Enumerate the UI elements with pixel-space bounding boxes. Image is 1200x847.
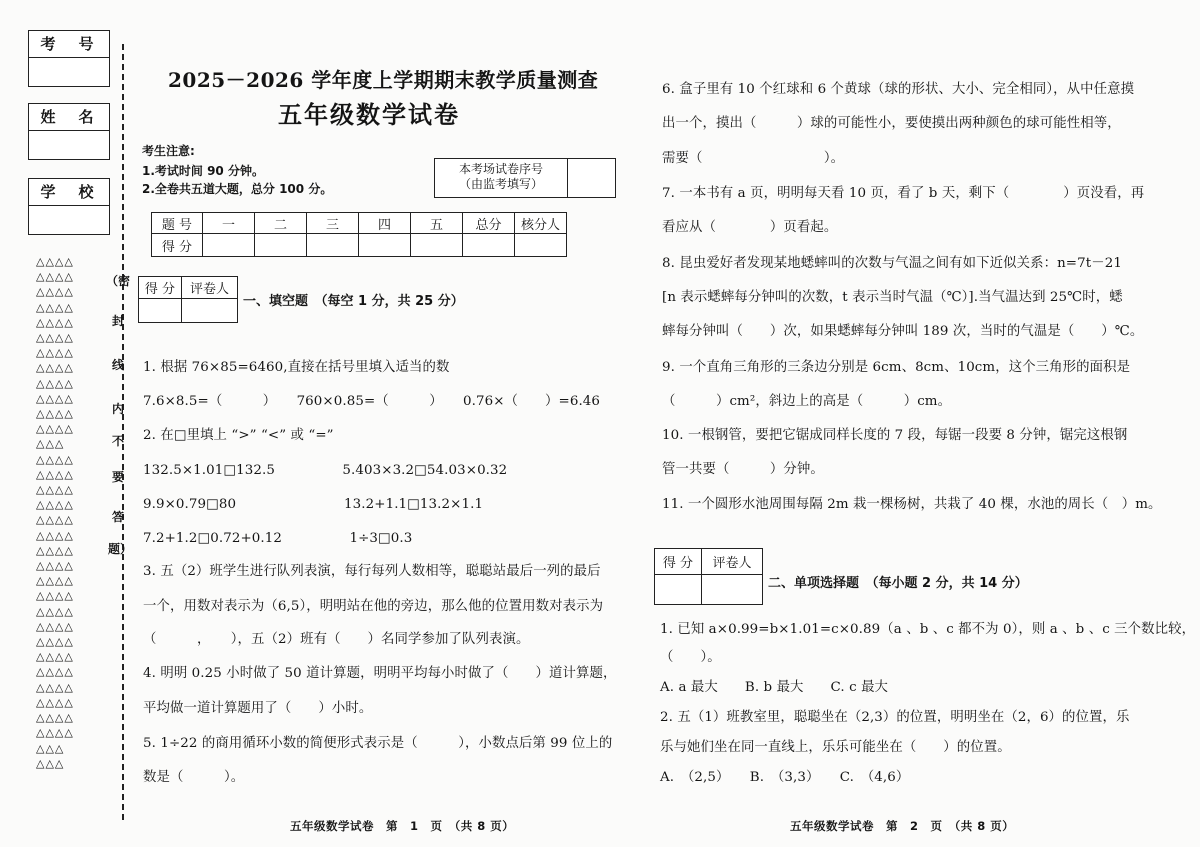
name-field[interactable]	[29, 131, 109, 159]
page-footer-right: 五年级数学试卷 第 2 页 （共 8 页）	[790, 819, 1015, 833]
question-line: 9. 一个直角三角形的三条边分别是 6cm、8cm、10cm，这个三角形的面积是	[662, 360, 1131, 375]
seat-sequence-box	[434, 158, 616, 198]
question-line: 乐与她们坐在同一直线上，乐乐可能坐在（ ）的位置。	[660, 740, 1011, 755]
question-line: 9.9×0.79□80 13.2+1.1□13.2×1.1	[143, 497, 484, 512]
school-label: 学 校	[29, 179, 109, 206]
question-line: 2. 在□里填上 “>” “<” 或 “=”	[143, 428, 334, 443]
score-cell[interactable]	[255, 234, 307, 257]
exam-number-label: 考 号	[29, 31, 109, 58]
seal-char: 封	[112, 314, 125, 328]
notice-line: 1.考试时间 90 分钟。	[142, 164, 264, 178]
school-field[interactable]	[29, 206, 109, 234]
question-line: 11. 一个圆形水池周围每隔 2m 栽一棵杨树，共栽了 40 棵，水池的周长（ ）m。	[662, 497, 1162, 512]
exam-number-field[interactable]	[29, 58, 109, 86]
question-line: （ ）。	[660, 650, 721, 665]
triangle-border: △△△△ △△△△ △△△△ △△△△ △△△△ △△△△ △△△△ △△△△ △△△△ △△△△ △△△△ △△△△ △△△ △△△△ △△△△ △△△△ △△△△ △△△△ △△△△ △△△△ △△△△ △△△△ △△△△ △△△△ △△△△ △△△△ △△△△ △△△△ △△△△ △△△△ △△△△ △△△△ △△△ △△△	[36, 255, 74, 770]
seal-char: 线	[112, 358, 125, 372]
school-box	[28, 178, 110, 235]
grader-label: 评卷人	[182, 277, 238, 299]
score-cell[interactable]	[515, 234, 567, 257]
seal-char: 答	[112, 510, 125, 524]
section1-title: 一、填空题 （每空 1 分，共 25 分）	[243, 294, 464, 309]
seal-char: 题）	[108, 542, 133, 556]
exam-number-box	[28, 30, 110, 87]
question-line: 6. 盒子里有 10 个红球和 6 个黄球（球的形状、大小、完全相同），从中任意摸	[662, 82, 1135, 97]
question-line: 3. 五（2）班学生进行队列表演，每行每列人数相等，聪聪站最后一列的最后	[143, 564, 601, 579]
score-header: 四	[359, 213, 411, 234]
notice-heading: 考生注意:	[142, 144, 195, 158]
seal-char: （密	[106, 274, 131, 288]
grader-label: 评卷人	[702, 549, 763, 575]
question-line: 7.6×8.5=（ ） 760×0.85=（ ） 0.76×（ ）=6.46	[143, 394, 601, 409]
question-line: （ ， ），五（2）班有（ ）名同学参加了队列表演。	[143, 632, 530, 647]
section2-grader-box	[654, 548, 763, 605]
seal-char: 要	[112, 470, 125, 484]
score-header: 总分	[463, 213, 515, 234]
question-line: [n 表示蟋蟀每分钟叫的次数，t 表示当时气温（℃）].当气温达到 25℃时，蟋	[662, 290, 1123, 305]
question-line: 数是（ ）。	[143, 770, 245, 785]
score-header: 核分人	[515, 213, 567, 234]
score-header: 二	[255, 213, 307, 234]
exam-title-line1: 2025－2026 学年度上学期期末教学质量测查	[168, 68, 599, 92]
question-line: 看应从（ ）页看起。	[662, 220, 838, 235]
seal-char: 不	[112, 434, 125, 448]
question-line: 出一个，摸出（ ）球的可能性小，要使摸出两种颜色的球可能性相等，	[662, 116, 1121, 131]
question-line: A. （2,5） B. （3,3） C. （4,6）	[660, 770, 910, 785]
section2-title: 二、单项选择题 （每小题 2 分，共 14 分）	[768, 576, 1028, 591]
question-line: 5. 1÷22 的商用循环小数的简便形式表示是（ ），小数点后第 99 位上的	[143, 736, 613, 751]
section1-grader-box	[138, 276, 238, 323]
score-header: 一	[203, 213, 255, 234]
seq-label: 本考场试卷序号	[458, 162, 543, 176]
grader-field[interactable]	[182, 299, 238, 323]
question-line: 7. 一本书有 a 页，明明每天看 10 页，看了 b 天，剩下（ ）页没看，再	[662, 186, 1145, 201]
question-line: 一个，用数对表示为（6,5），明明站在他的旁边，那么他的位置用数对表示为	[143, 599, 604, 614]
question-line: 1. 已知 a×0.99=b×1.01=c×0.89（a 、b 、c 都不为 0），则 a 、b 、c 三个数比较，	[660, 622, 1196, 637]
question-line: 2. 五（1）班教室里，聪聪坐在（2,3）的位置，明明坐在（2，6）的位置，乐	[660, 710, 1130, 725]
exam-title-line2: 五年级数学试卷	[278, 100, 460, 129]
score-cell[interactable]	[307, 234, 359, 257]
grader-score-field[interactable]	[655, 575, 702, 605]
question-line: 132.5×1.01□132.5 5.403×3.2□54.03×0.32	[143, 463, 508, 478]
seq-sublabel: （由监考填写）	[458, 177, 543, 191]
question-line: 8. 昆虫爱好者发现某地蟋蟀叫的次数与气温之间有如下近似关系：n=7t－21	[662, 256, 1122, 271]
score-cell[interactable]	[463, 234, 515, 257]
name-box	[28, 103, 110, 160]
grader-score-label: 得 分	[655, 549, 702, 575]
question-line: 平均做一道计算题用了（ ）小时。	[143, 701, 373, 716]
grader-score-field[interactable]	[139, 299, 182, 323]
seal-char: 内	[112, 402, 125, 416]
notice-line: 2.全卷共五道大题，总分 100 分。	[142, 182, 333, 196]
score-cell[interactable]	[359, 234, 411, 257]
question-line: 7.2+1.2□0.72+0.12 1÷3□0.3	[143, 531, 413, 546]
score-table	[151, 212, 567, 257]
question-line: 1. 根据 76×85=6460,直接在括号里填入适当的数	[143, 360, 450, 375]
score-row-label: 得 分	[152, 234, 203, 257]
question-line: A. a 最大 B. b 最大 C. c 最大	[660, 680, 889, 695]
question-line: 4. 明明 0.25 小时做了 50 道计算题，明明平均每小时做了（ ）道计算题，	[143, 666, 617, 681]
name-label: 姓 名	[29, 104, 109, 131]
score-header: 题 号	[152, 213, 203, 234]
grader-field[interactable]	[702, 575, 763, 605]
grader-score-label: 得 分	[139, 277, 182, 299]
question-line: （ ）cm²，斜边上的高是（ ）cm。	[662, 394, 952, 409]
question-line: 蟀每分钟叫（ ）次，如果蟋蟀每分钟叫 189 次，当时的气温是（ ）℃。	[662, 324, 1144, 339]
page-footer-left: 五年级数学试卷 第 1 页 （共 8 页）	[290, 819, 515, 833]
score-header: 三	[307, 213, 359, 234]
score-cell[interactable]	[203, 234, 255, 257]
seq-number-field[interactable]	[568, 159, 615, 197]
question-line: 需要（ ）。	[662, 151, 845, 166]
question-line: 10. 一根钢管，要把它锯成同样长度的 7 段，每锯一段要 8 分钟，锯完这根钢	[662, 428, 1128, 443]
score-cell[interactable]	[411, 234, 463, 257]
question-line: 管一共要（ ）分钟。	[662, 462, 824, 477]
score-header: 五	[411, 213, 463, 234]
